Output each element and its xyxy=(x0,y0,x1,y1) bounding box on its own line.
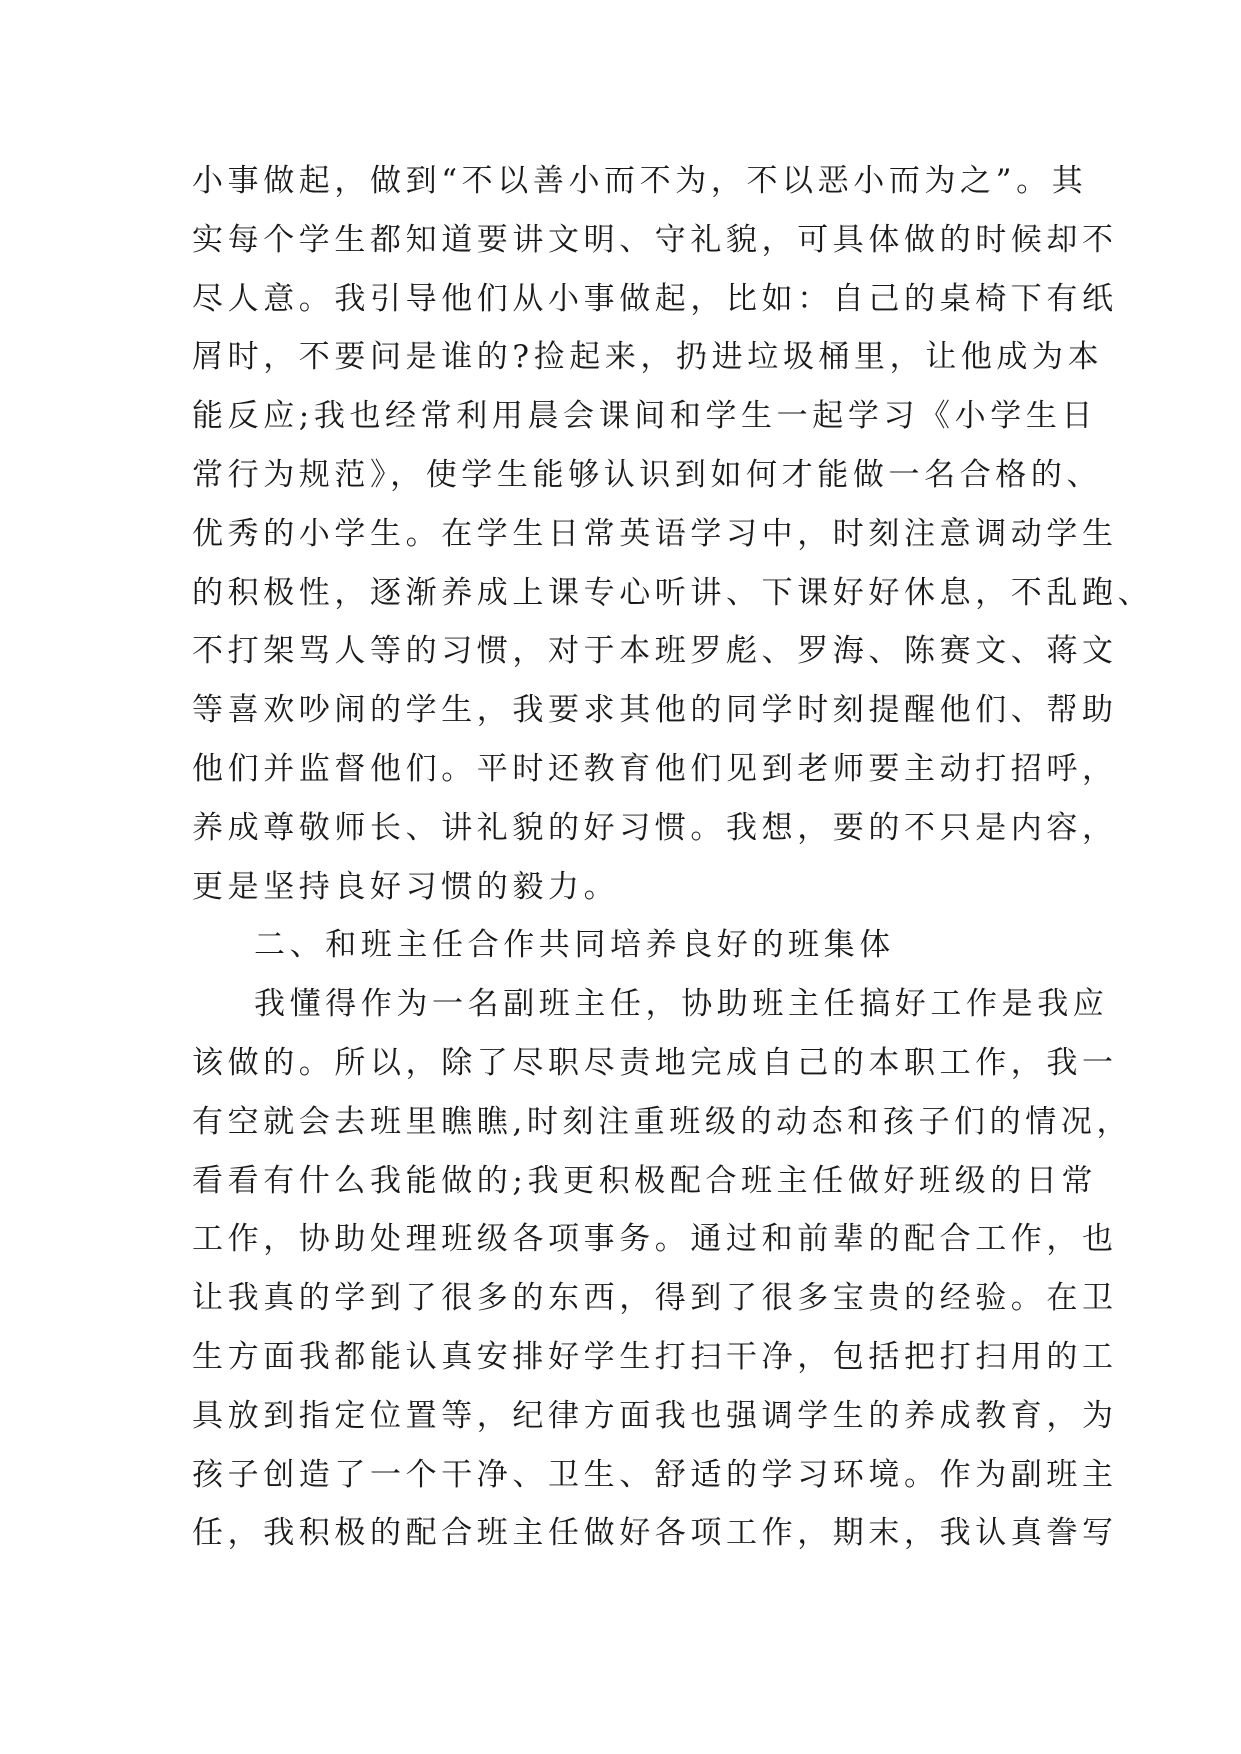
text-line: 不打架骂人等的习惯，对于本班罗彪、罗海、陈赛文、蒋文 xyxy=(192,633,1118,670)
text-line: 尽人意。我引导他们从小事做起，比如：自己的桌椅下有纸 xyxy=(192,280,1118,317)
text-line: 实每个学生都知道要讲文明、守礼貌，可具体做的时候却不 xyxy=(192,221,1118,258)
text-line: 任，我积极的配合班主任做好各项工作，期末，我认真誊写 xyxy=(192,1515,1118,1552)
text-line: 常行为规范》，使学生能够认识到如何才能做一名合格的、 xyxy=(192,456,1103,493)
text-line: 让我真的学到了很多的东西，得到了很多宝贵的经验。在卫 xyxy=(192,1280,1118,1317)
text-line: 工作，协助处理班级各项事务。通过和前辈的配合工作，也 xyxy=(192,1221,1118,1258)
text-line: 的积极性，逐渐养成上课专心听讲、下课好好休息，不乱跑、 xyxy=(192,574,1154,611)
text-line: 孩子创造了一个干净、卫生、舒适的学习环境。作为副班主 xyxy=(192,1456,1118,1493)
text-line: 优秀的小学生。在学生日常英语学习中，时刻注意调动学生 xyxy=(192,515,1118,552)
text-line: 有空就会去班里瞧瞧,时刻注重班级的动态和孩子们的情况， xyxy=(192,1103,1133,1140)
text-line: 该做的。所以，除了尽职尽责地完成自己的本职工作，我一 xyxy=(192,1044,1118,1081)
text-line: 具放到指定位置等，纪律方面我也强调学生的养成教育，为 xyxy=(192,1397,1118,1434)
section-heading: 二、和班主任合作共同培养良好的班集体 xyxy=(254,927,895,964)
text-line: 生方面我都能认真安排好学生打扫干净，包括把打扫用的工 xyxy=(192,1338,1118,1375)
text-line: 能反应;我也经常利用晨会课间和学生一起学习《小学生日 xyxy=(192,398,1098,435)
text-line: 养成尊敬师长、讲礼貌的好习惯。我想，要的不只是内容， xyxy=(192,809,1118,846)
text-line: 小事做起，做到“不以善小而不为，不以恶小而为之”。其 xyxy=(192,163,1088,199)
text-line: 他们并监督他们。平时还教育他们见到老师要主动打招呼， xyxy=(192,750,1118,787)
paragraph-start-line: 我懂得作为一名副班主任，协助班主任搞好工作是我应 xyxy=(254,986,1109,1023)
text-line: 更是坚持良好习惯的毅力。 xyxy=(192,868,620,905)
body-text xyxy=(192,152,1154,1563)
text-line: 屑时，不要问是谁的?捡起来，扔进垃圾桶里，让他成为本 xyxy=(192,339,1104,376)
text-line: 等喜欢吵闹的学生，我要求其他的同学时刻提醒他们、帮助 xyxy=(192,692,1118,729)
text-line: 看看有什么我能做的;我更积极配合班主任做好班级的日常 xyxy=(192,1162,1098,1199)
